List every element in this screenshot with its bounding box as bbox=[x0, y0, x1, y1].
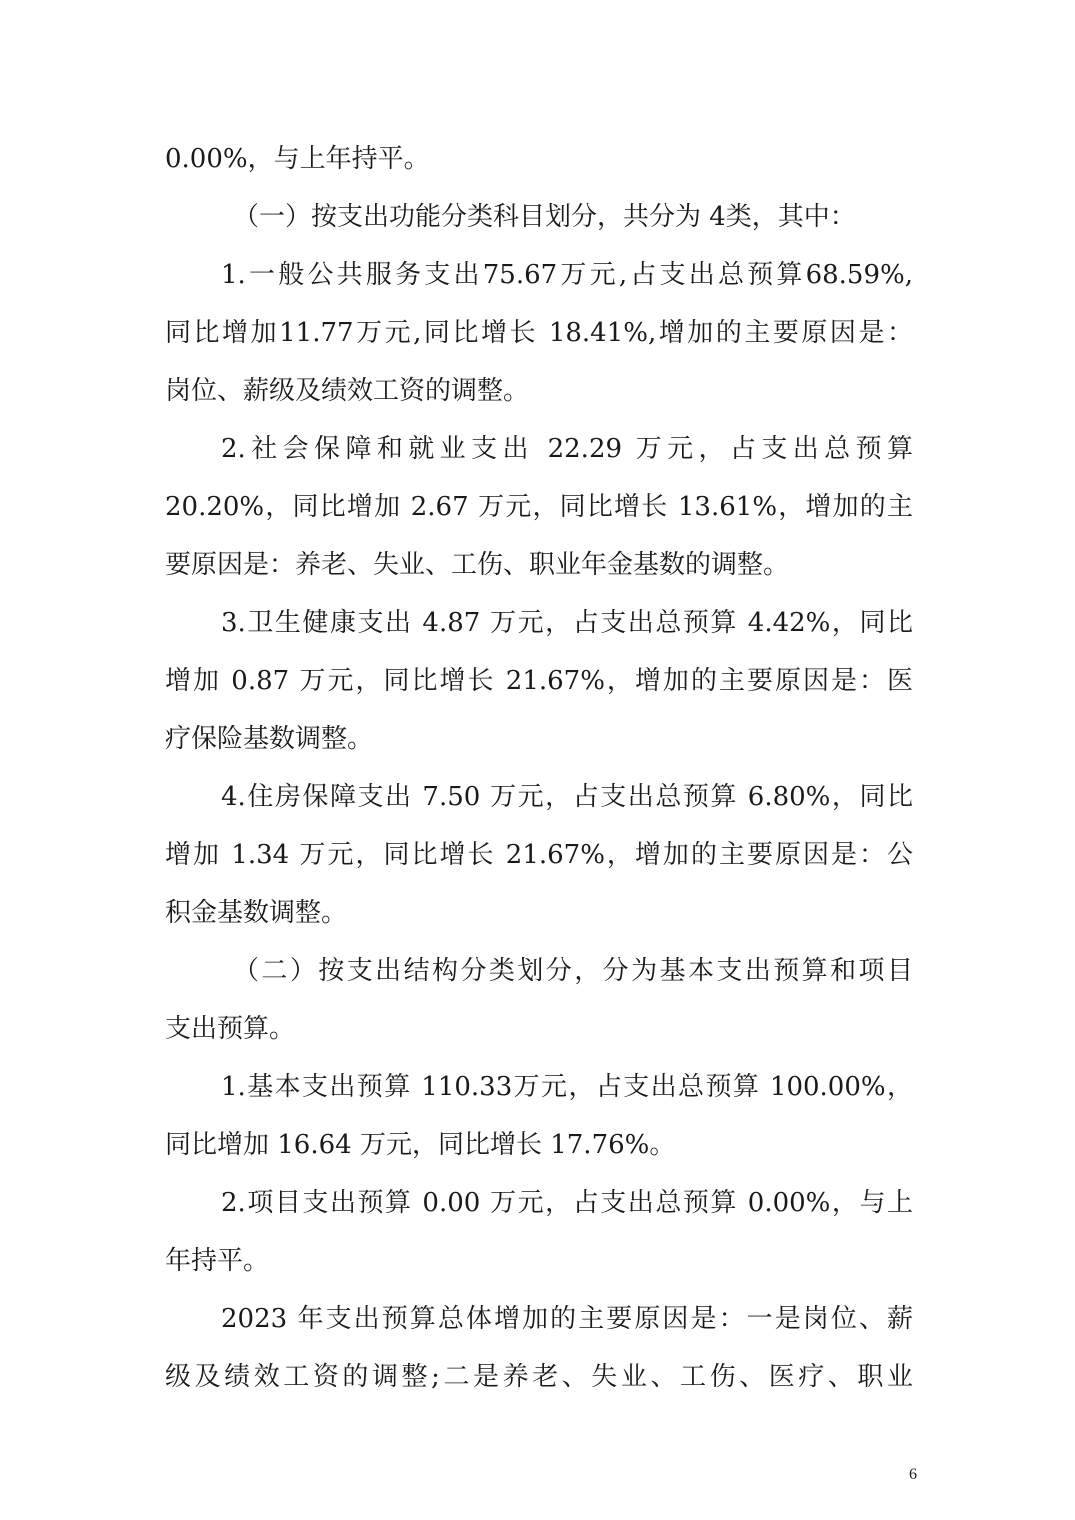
page-number: 6 bbox=[909, 1466, 917, 1483]
text-line: 2023 年支出预算总体增加的主要原因是：一是岗位、薪 bbox=[221, 1304, 913, 1334]
text-line: 级及绩效工资的调整;二是养老、失业、工伤、医疗、职业 bbox=[165, 1362, 913, 1392]
text-line: 1.一般公共服务支出75.67万元,占支出总预算68.59%, bbox=[221, 260, 913, 290]
text-line: 积金基数调整。 bbox=[165, 898, 348, 928]
text-line: 年持平。 bbox=[165, 1246, 270, 1276]
text-line: 增加 0.87 万元，同比增长 21.67%，增加的主要原因是：医 bbox=[165, 666, 913, 696]
text-line: 支出预算。 bbox=[165, 1014, 296, 1044]
text-line: 岗位、薪级及绩效工资的调整。 bbox=[165, 376, 530, 406]
text-line: 4.住房保障支出 7.50 万元，占支出总预算 6.80%，同比 bbox=[221, 782, 913, 812]
text-line: 1.基本支出预算 110.33万元，占支出总预算 100.00%， bbox=[221, 1072, 913, 1102]
text-line: 同比增加11.77万元,同比增长 18.41%,增加的主要原因是： bbox=[165, 318, 913, 348]
text-line: 20.20%，同比增加 2.67 万元，同比增长 13.61%，增加的主 bbox=[165, 492, 913, 522]
text-line: （二）按支出结构分类划分，分为基本支出预算和项目 bbox=[233, 956, 913, 986]
text-line: （一）按支出功能分类科目划分，共分为 4类，其中： bbox=[233, 202, 856, 232]
text-line: 0.00%，与上年持平。 bbox=[165, 144, 430, 174]
text-line: 2.项目支出预算 0.00 万元，占支出总预算 0.00%，与上 bbox=[221, 1188, 913, 1218]
text-line: 2.社会保障和就业支出 22.29 万元，占支出总预算 bbox=[221, 434, 913, 464]
text-line: 同比增加 16.64 万元，同比增长 17.76%。 bbox=[165, 1130, 676, 1160]
text-line: 要原因是：养老、失业、工伤、职业年金基数的调整。 bbox=[165, 550, 790, 580]
document-body bbox=[165, 130, 913, 1406]
text-line: 3.卫生健康支出 4.87 万元，占支出总预算 4.42%，同比 bbox=[221, 608, 913, 638]
text-line: 疗保险基数调整。 bbox=[165, 724, 374, 754]
text-line: 增加 1.34 万元，同比增长 21.67%，增加的主要原因是：公 bbox=[165, 840, 913, 870]
